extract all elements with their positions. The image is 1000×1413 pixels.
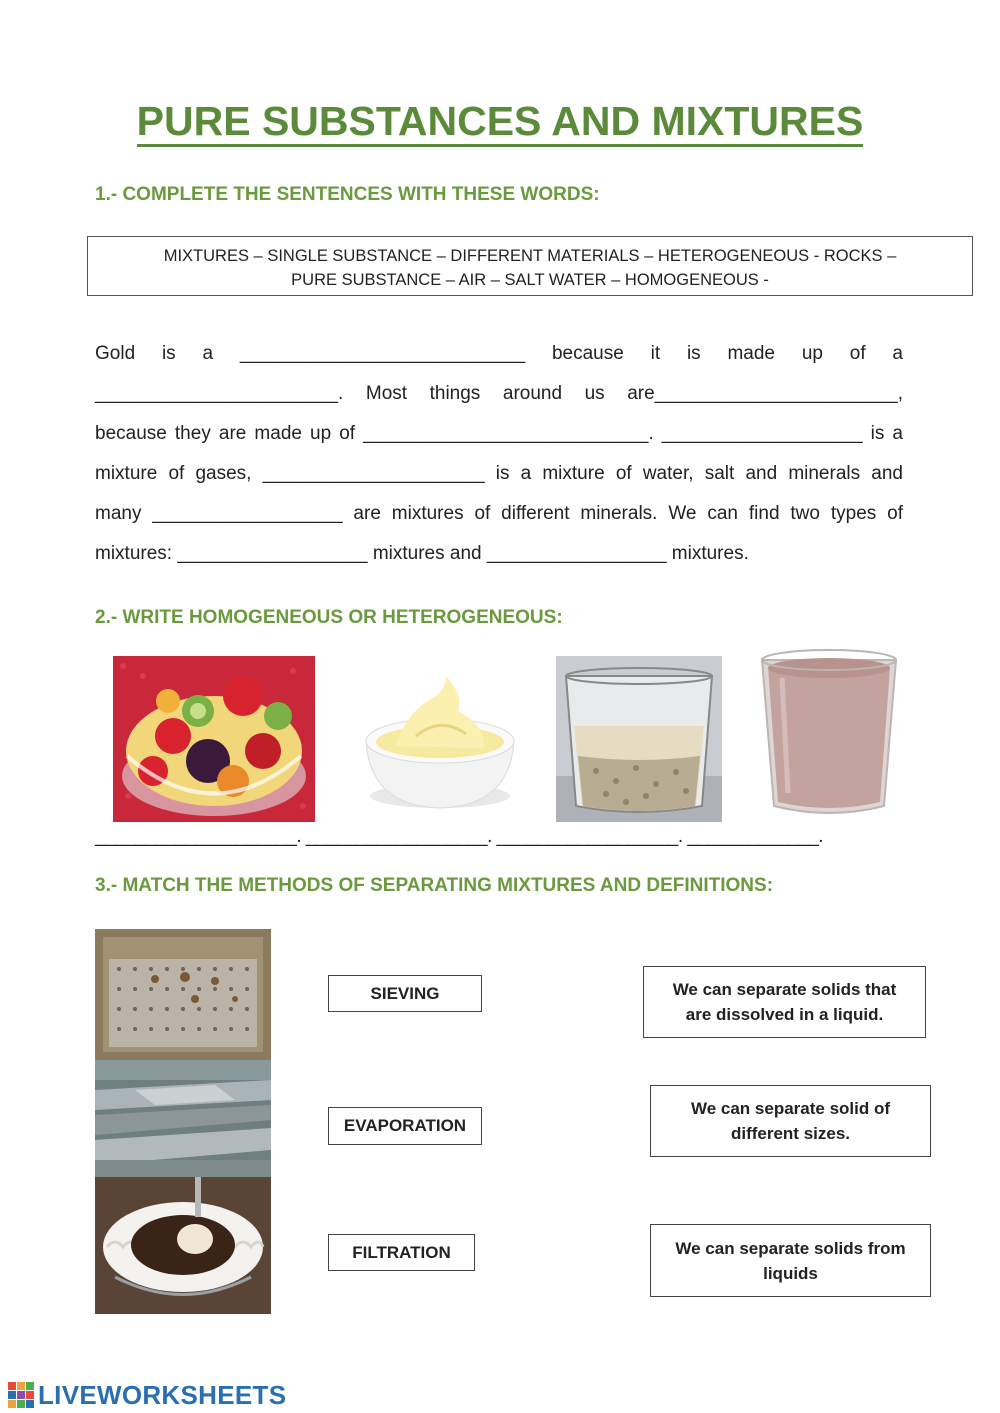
paragraph-line: mixture of gases, _____________________ is a mixture of water, salt and minerals and [95, 463, 903, 484]
paragraph-line: many __________________ are mixtures of different minerals. We can find two types of [95, 503, 903, 524]
paragraph-line: mixtures: __________________ mixtures and _________________ mixtures. [95, 543, 749, 564]
section-3-heading: 3.- MATCH THE METHODS OF SEPARATING MIXTURES AND DEFINITIONS: [95, 875, 774, 896]
method-filtration[interactable]: FILTRATION [328, 1234, 475, 1271]
method-sieving[interactable]: SIEVING [328, 975, 482, 1012]
answer-lines: ____________________. __________________. __________________. _____________. [95, 826, 824, 847]
section-2-heading: 2.- WRITE HOMOGENEOUS OR HETEROGENEOUS: [95, 607, 563, 628]
word-bank-line-2: PURE SUBSTANCE – AIR – SALT WATER – HOMOGENEOUS - [291, 271, 769, 289]
word-bank-line-1: MIXTURES – SINGLE SUBSTANCE – DIFFERENT MATERIALS – HETEROGENEOUS - ROCKS – [163, 247, 897, 265]
sieve-image [95, 929, 271, 1060]
salt-pans-image [95, 1060, 271, 1177]
fill-in-paragraph [95, 334, 903, 574]
word-bank [87, 236, 973, 296]
chocolate-milk-image [754, 638, 904, 822]
coffee-filter-image [95, 1177, 271, 1314]
definition-different-sizes[interactable]: We can separate solid of different sizes. [650, 1085, 931, 1157]
liveworksheets-logo-text: LIVEWORKSHEETS [38, 1379, 287, 1410]
paragraph-line: because they are made up of ___________________________. ___________________ is a [95, 423, 903, 444]
liveworksheets-logo-icon [8, 1382, 36, 1408]
liveworksheets-logo[interactable] [8, 1381, 286, 1409]
paragraph-line: _______________________. Most things around us are_______________________, [95, 383, 903, 404]
definition-dissolved-solids[interactable]: We can separate solids that are dissolved in a liquid. [643, 966, 926, 1038]
page-title: PURE SUBSTANCES AND MIXTURES [0, 98, 1000, 145]
sand-water-glass-image [556, 656, 722, 822]
fruit-salad-image [113, 656, 315, 822]
method-evaporation[interactable]: EVAPORATION [328, 1107, 482, 1145]
mayonnaise-image [346, 656, 534, 822]
section-1-heading: 1.- COMPLETE THE SENTENCES WITH THESE WORDS: [95, 184, 600, 205]
paragraph-line: Gold is a ___________________________ because it is made up of a [95, 343, 903, 364]
definition-solids-from-liquids[interactable]: We can separate solids from liquids [650, 1224, 931, 1297]
